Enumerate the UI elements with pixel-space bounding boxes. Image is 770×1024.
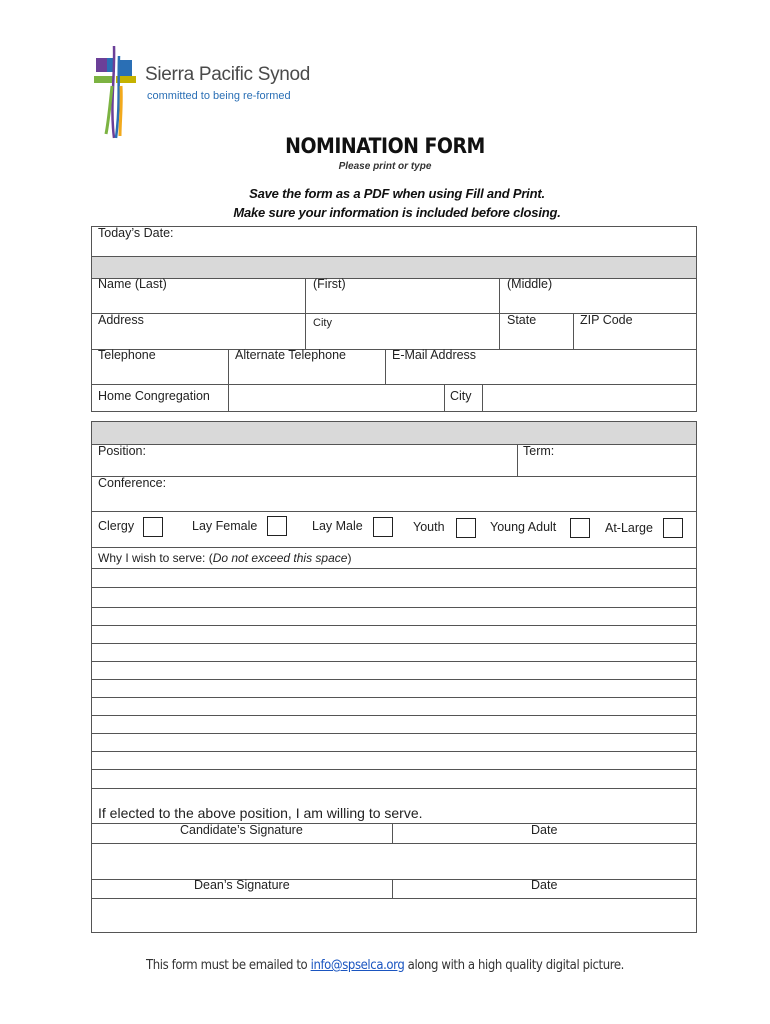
name-last-field[interactable] [92,294,304,312]
candidate-date-label: Date [531,823,558,837]
dean-signature-field[interactable] [92,899,696,932]
zip-field[interactable] [574,330,696,348]
conference-field[interactable] [176,477,696,510]
zip-label: ZIP Code [580,313,633,327]
category-clergy-label: Clergy [98,519,135,533]
category-youth-label: Youth [413,520,445,534]
section-divider-bar [91,256,697,279]
footer-note: This form must be emailed to info@spselca.org along with a high quality digital picture. [146,958,624,973]
position-label: Position: [98,444,146,458]
instruction-line-2: Make sure your information is included before closing. [233,205,561,220]
logo-tagline: committed to being re-formed [147,90,291,102]
home-congregation-field[interactable] [229,385,443,411]
name-middle-label: (Middle) [507,277,553,291]
category-young-adult-label: Young Adult [490,520,557,534]
form-subtitle: Please print or type [338,161,432,172]
candidate-signature-field[interactable] [92,844,696,878]
city-label: City [313,317,332,329]
email-field[interactable] [386,366,696,383]
instruction-line-1: Save the form as a PDF when using Fill and Print. [249,186,545,201]
alt-telephone-field[interactable] [229,366,384,383]
cross-logo-icon [92,46,142,142]
state-field[interactable] [500,330,572,348]
why-serve-note: Do not exceed this space [212,551,348,565]
category-lay-female-label: Lay Female [192,519,258,533]
dean-signature-label: Dean’s Signature [194,878,290,892]
name-first-field[interactable] [306,294,498,312]
young-adult-checkbox[interactable] [570,518,590,538]
position-field[interactable] [160,446,516,475]
lay-male-checkbox[interactable] [373,517,393,537]
telephone-label: Telephone [98,348,156,362]
category-lay-male-label: Lay Male [312,519,363,533]
candidate-signature-label: Candidate’s Signature [180,823,303,837]
city-field[interactable] [306,332,498,348]
category-at-large-label: At-Large [605,521,653,535]
home-congregation-label: Home Congregation [98,389,210,403]
congregation-city-label: City [450,389,472,403]
state-label: State [507,313,537,327]
clergy-checkbox[interactable] [143,517,163,537]
telephone-field[interactable] [92,366,227,383]
address-label: Address [98,313,144,327]
name-first-label: (First) [313,277,346,291]
name-last-label: Name (Last) [98,277,167,291]
section-header-bar [91,421,697,445]
email-label: E-Mail Address [392,348,477,362]
lay-female-checkbox[interactable] [267,516,287,536]
youth-checkbox[interactable] [456,518,476,538]
at-large-checkbox[interactable] [663,518,683,538]
address-field[interactable] [92,330,304,348]
congregation-city-field[interactable] [483,385,696,411]
email-link[interactable]: info@spselca.org [310,958,405,973]
why-serve-textarea[interactable] [92,569,696,787]
todays-date-field[interactable] [180,227,695,255]
dean-date-label: Date [531,878,558,892]
todays-date-label: Today’s Date: [98,226,174,240]
term-label: Term: [523,444,555,458]
name-middle-field[interactable] [500,294,696,312]
term-field[interactable] [562,446,696,475]
conference-label: Conference: [98,476,167,490]
synod-logo [92,46,332,142]
logo-name: Sierra Pacific Synod [145,64,311,85]
alt-telephone-label: Alternate Telephone [235,348,346,362]
form-title: NOMINATION FORM [285,134,485,158]
willing-to-serve-text: If elected to the above position, I am willing to serve. [98,805,423,821]
why-serve-label: Why I wish to serve: (Do not exceed this space) [98,551,352,565]
